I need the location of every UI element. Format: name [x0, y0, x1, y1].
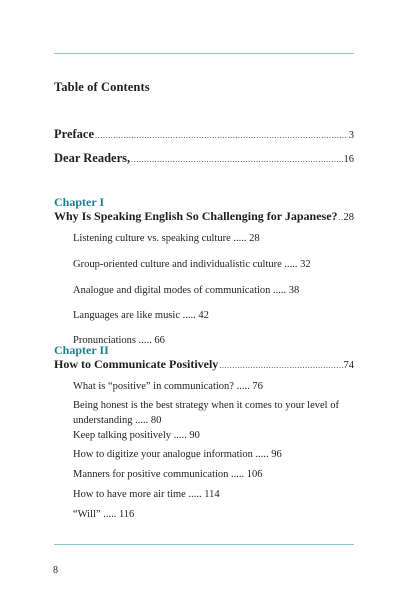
- toc-entry-preface[interactable]: [54, 127, 354, 142]
- entry-label: Dear Readers,: [54, 151, 131, 165]
- section-entry[interactable]: Languages are like music ..... 42: [73, 310, 209, 321]
- dot-leader: [131, 155, 342, 164]
- entry-label: How to Communicate Positively: [54, 357, 219, 371]
- toc-entry-chapter-2[interactable]: [54, 357, 354, 372]
- section-entry[interactable]: Listening culture vs. speaking culture ..... 28: [73, 233, 260, 244]
- section-entry[interactable]: “Will” ..... 116: [73, 509, 135, 520]
- section-entry[interactable]: How to digitize your analogue information ..... 96: [73, 449, 282, 460]
- section-entry[interactable]: Being honest is the best strategy when it comes to your level of understanding ..... 80: [73, 400, 339, 426]
- section-entry[interactable]: Keep talking positively ..... 90: [73, 430, 200, 441]
- toc-title: Table of Contents: [54, 80, 150, 94]
- entry-page: 28: [343, 212, 354, 223]
- entry-page: 3: [348, 130, 354, 141]
- bottom-rule: [54, 544, 354, 545]
- section-entry[interactable]: Group-oriented culture and individualistic culture ..... 32: [73, 259, 311, 270]
- entry-label: Why Is Speaking English So Challenging for Japanese?: [54, 209, 338, 223]
- entry-label: Preface: [54, 127, 95, 141]
- section-entry[interactable]: How to have more air time ..... 114: [73, 489, 220, 500]
- page-number: 8: [53, 565, 58, 576]
- section-entry[interactable]: What is “positive” in communication? ..... 76: [73, 381, 263, 392]
- section-entry[interactable]: Analogue and digital modes of communication ..... 38: [73, 285, 300, 296]
- chapter-1-label: Chapter I: [54, 195, 105, 209]
- section-entry[interactable]: Manners for positive communication ..... 106: [73, 469, 263, 480]
- dot-leader: [339, 213, 343, 222]
- entry-page: 74: [343, 360, 354, 371]
- entry-page: 16: [343, 154, 354, 165]
- dot-leader: [219, 361, 342, 370]
- toc-entry-chapter-1[interactable]: [54, 209, 354, 224]
- top-rule: [54, 53, 354, 54]
- chapter-2-label: Chapter II: [54, 343, 109, 357]
- dot-leader: [95, 131, 348, 140]
- section-entry[interactable]: Pronunciations ..... 66: [73, 335, 165, 346]
- toc-entry-dear-readers[interactable]: [54, 151, 354, 166]
